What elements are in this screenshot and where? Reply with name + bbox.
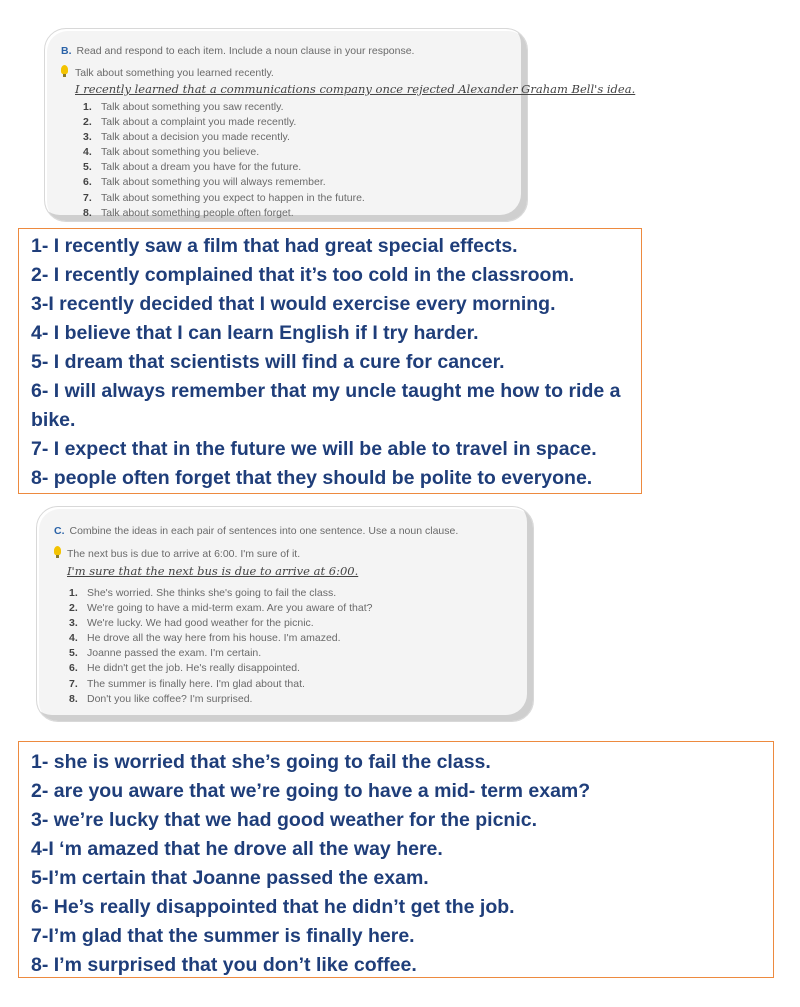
item-number: 1. [69,587,78,599]
item-number: 2. [69,602,78,615]
exercise-c-answer-list [31,748,773,980]
exercise-b-item-list [83,101,365,222]
answer-line: 8- I’m surprised that you don’t like coffee. [31,954,417,976]
item-number: 7. [69,677,78,690]
answer-line: 6- He’s really disappointed that he didn’t get the job. [31,896,515,918]
exercise-b-card [44,28,636,222]
list-item [83,146,365,161]
list-item [69,587,372,602]
list-item [69,632,372,647]
item-text: Talk about something you will always remember. [101,176,326,189]
item-text: We're lucky. We had good weather for the picnic. [87,617,314,630]
answer-line: 1- she is worried that she’s going to fail the class. [31,751,491,773]
list-item [69,678,372,693]
list-item [69,617,372,632]
answer-line: 8- people often forget that they should be polite to everyone. [31,467,593,489]
item-text: Talk about something you believe. [101,146,260,159]
item-number: 2. [83,116,92,129]
exercise-b-instruction-text: Read and respond to each item. Include a noun clause in your response. [76,45,415,57]
answer-line: 5- I dream that scientists will find a cure for cancer. [31,351,505,373]
list-item [69,647,372,662]
item-number: 7. [83,191,92,204]
exercise-b-letter: B. [61,45,72,57]
item-number: 5. [69,647,78,660]
item-number: 4. [69,632,78,645]
item-number: 3. [69,617,78,630]
answer-line: 7- I expect that in the future we will be able to travel in space. [31,438,597,460]
item-number: 5. [83,161,92,174]
exercise-b-instruction [61,45,414,57]
item-text: Talk about something you saw recently. [101,101,284,113]
item-text: We're going to have a mid-term exam. Are you aware of that? [87,602,373,615]
answer-line: 1- I recently saw a film that had great special effects. [31,235,518,257]
item-number: 3. [83,131,92,144]
answer-line: 4-I ‘m amazed that he drove all the way here. [31,838,443,860]
item-text: She's worried. She thinks she's going to fail the class. [87,587,337,599]
lightbulb-icon [54,546,61,555]
exercise-b-tip-prompt: Talk about something you learned recently. [75,67,274,79]
item-number: 1. [83,101,92,113]
item-text: Don't you like coffee? I'm surprised. [87,692,253,705]
item-number: 6. [83,176,92,189]
item-text: He didn't get the job. He's really disappointed. [87,662,300,675]
item-text: Talk about a dream you have for the future. [101,161,302,174]
answer-line: 3-I recently decided that I would exercise every morning. [31,293,556,315]
list-item [83,207,365,222]
list-item [83,176,365,191]
exercise-c-item-list [69,587,372,708]
exercise-c-letter: C. [54,525,65,537]
item-number: 6. [69,662,78,675]
item-text: The summer is finally here. I'm glad about that. [87,677,305,690]
exercise-c-card [36,506,534,722]
answer-line: 6- I will always remember that my uncle taught me how to ride a bike. [31,380,621,431]
item-number: 8. [83,206,92,219]
item-text: Talk about something people often forget. [101,206,294,219]
item-number: 8. [69,692,78,705]
list-item [83,192,365,207]
answer-line: 2- are you aware that we’re going to have a mid- term exam? [31,780,591,802]
exercise-c-answers-box [18,741,774,978]
exercise-c-instruction-text: Combine the ideas in each pair of sentences into one sentence. Use a noun clause. [69,525,459,537]
item-number: 4. [83,146,92,159]
item-text: Talk about something you expect to happen in the future. [101,191,365,204]
answer-line: 4- I believe that I can learn English if I try harder. [31,322,479,344]
exercise-b-tip-example: I recently learned that a communications company once rejected Alexander Graham Bell's idea. [75,82,636,96]
item-text: He drove all the way here from his house. I'm amazed. [87,632,341,645]
item-text: Talk about a decision you made recently. [101,131,290,144]
list-item [83,116,365,131]
exercise-c-tip-example: I'm sure that the next bus is due to arrive at 6:00. [67,564,359,578]
exercise-b-answers-box [18,228,642,494]
list-item [83,131,365,146]
item-text: Talk about a complaint you made recently. [101,116,297,129]
answer-line: 2- I recently complained that it’s too cold in the classroom. [31,264,575,286]
answer-line: 3- we’re lucky that we had good weather for the picnic. [31,809,538,831]
answer-line: 5-I’m certain that Joanne passed the exam. [31,867,429,889]
exercise-c-tip-prompt: The next bus is due to arrive at 6:00. I'm sure of it. [67,548,301,560]
list-item [83,161,365,176]
lightbulb-icon [61,65,68,74]
list-item [69,602,372,617]
list-item [69,662,372,677]
exercise-c-instruction [54,525,458,537]
item-text: Joanne passed the exam. I'm certain. [87,647,262,660]
list-item [83,101,365,116]
exercise-b-answer-list [31,232,641,493]
list-item [69,693,372,708]
answer-line: 7-I’m glad that the summer is finally here. [31,925,415,947]
